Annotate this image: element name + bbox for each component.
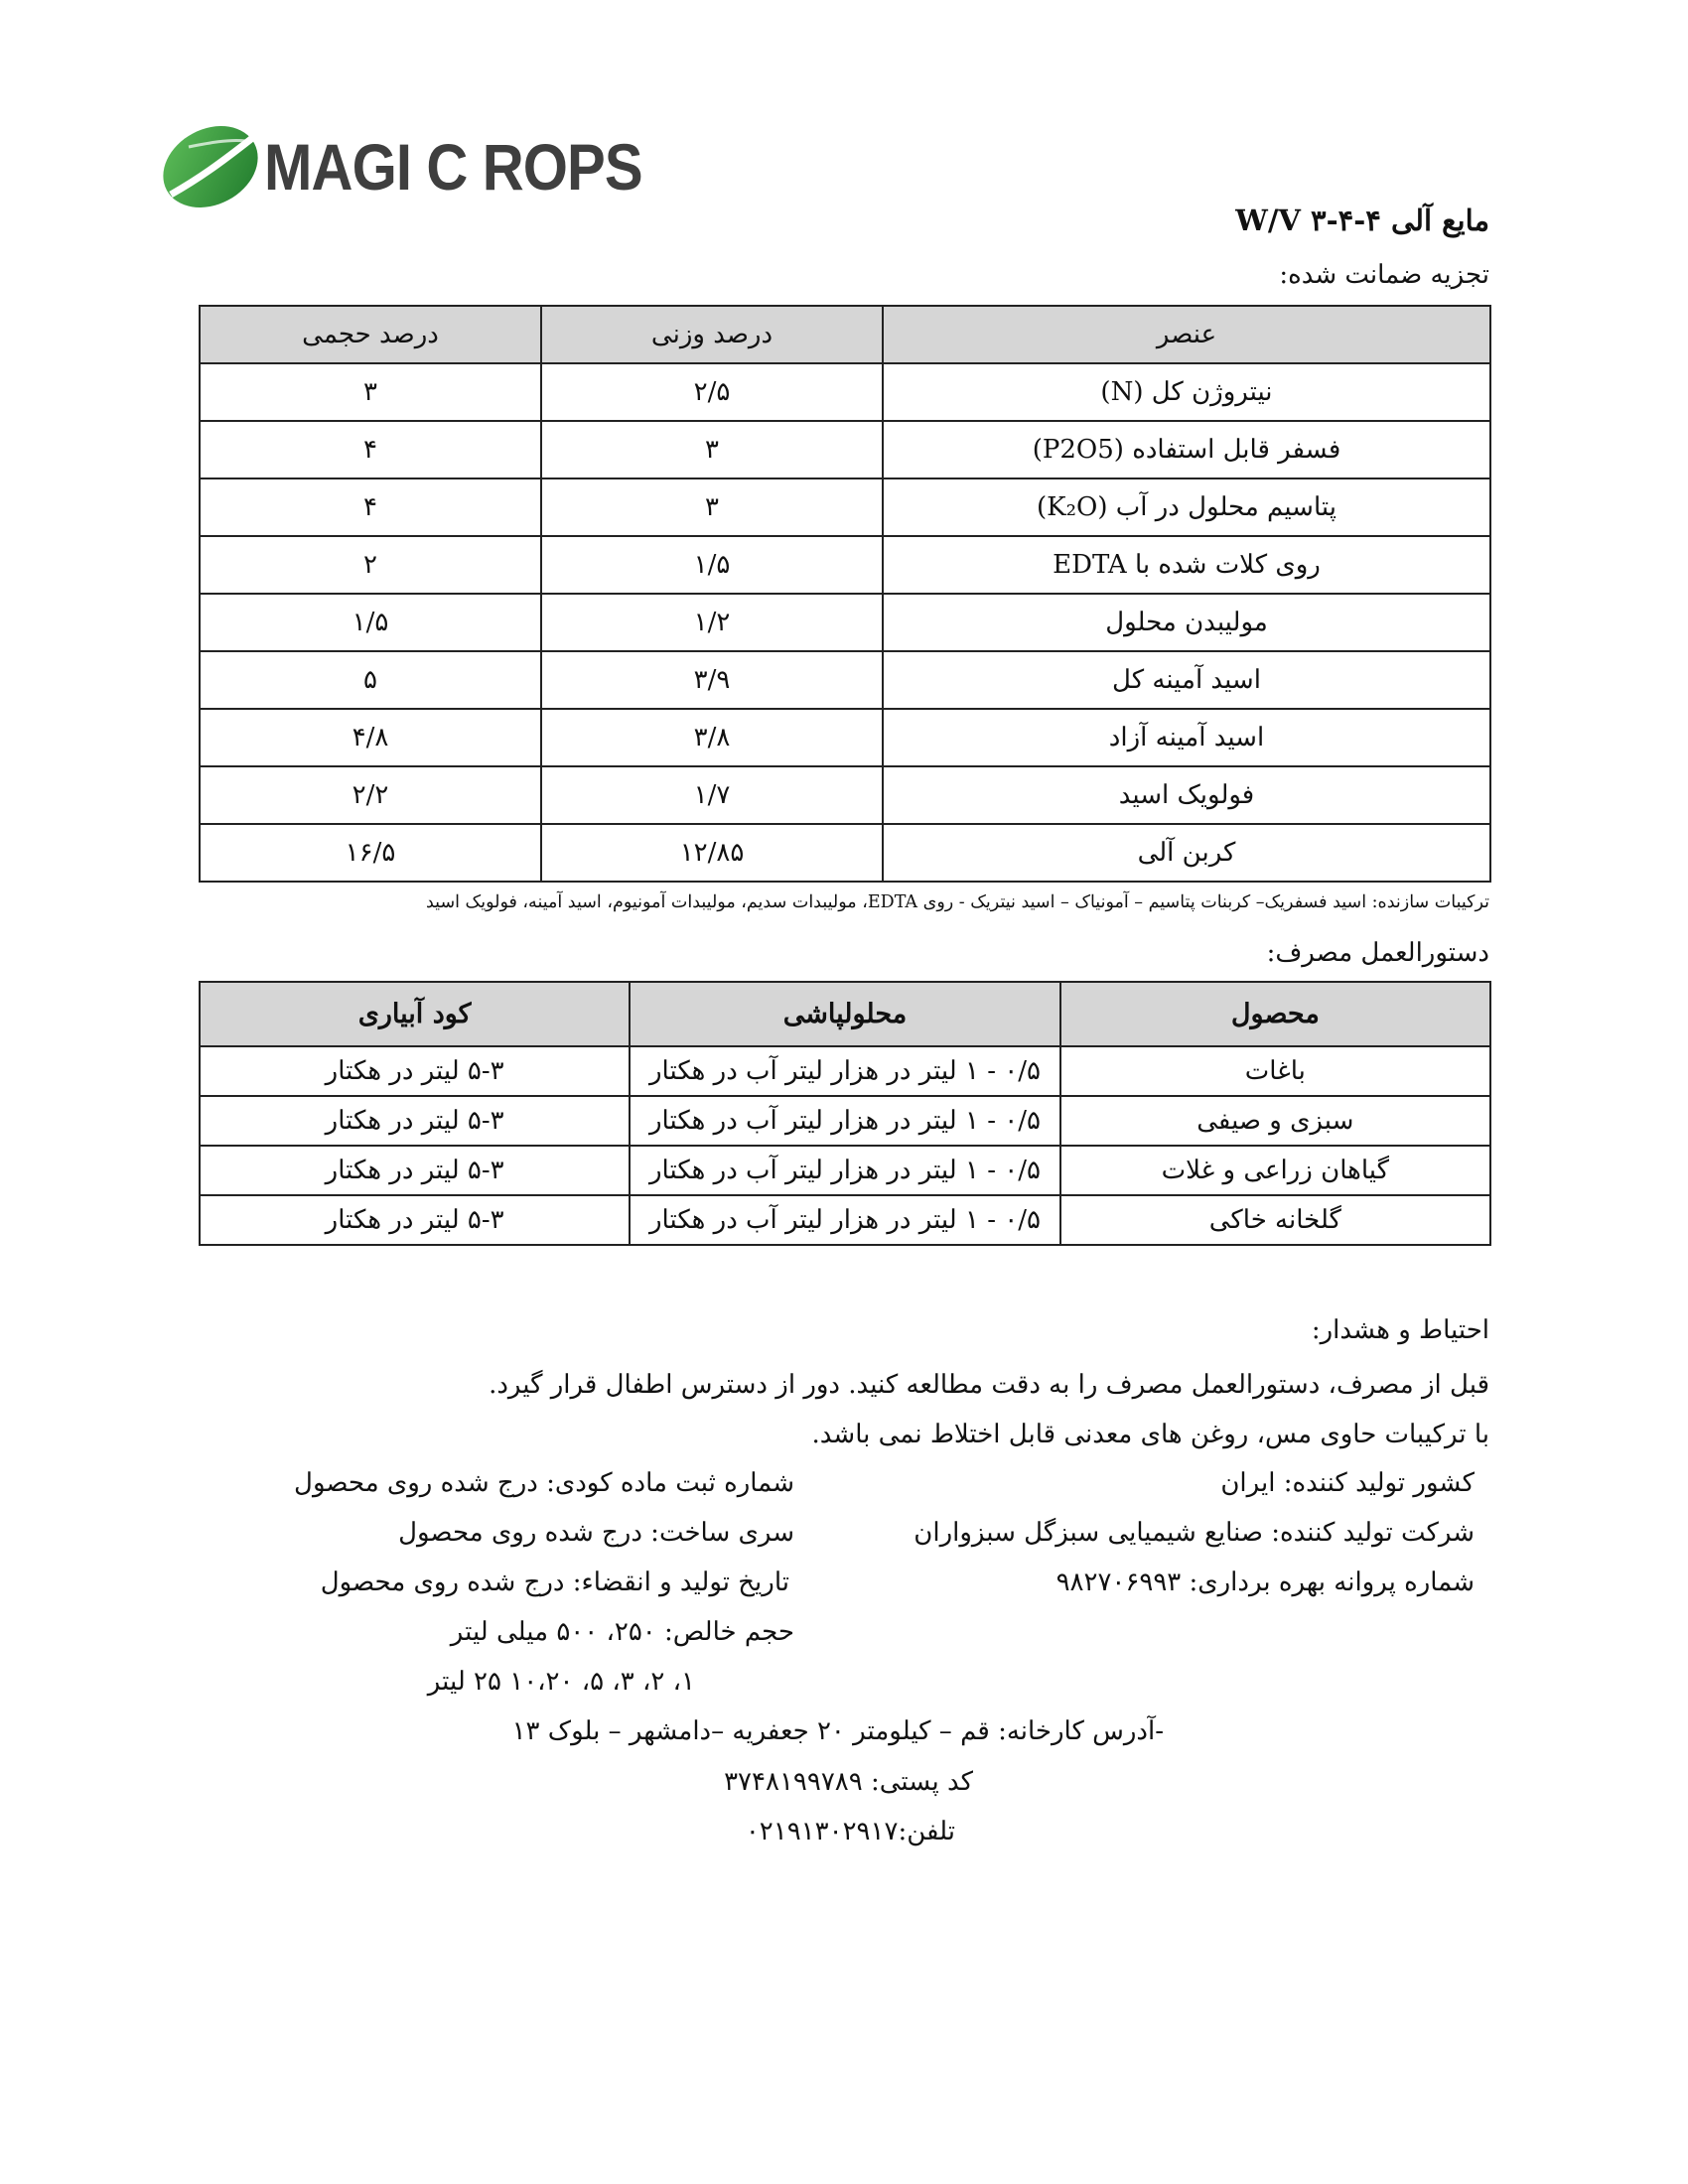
cell-spray: ۰/۵ - ۱ لیتر در هزار لیتر آب در هکتار — [630, 1195, 1059, 1245]
cell-volume: ۲/۲ — [200, 766, 541, 824]
warning-line-1: قبل از مصرف، دستورالعمل مصرف را به دقت مطالعه کنید. دور از دسترس اطفال قرار گیرد. — [489, 1370, 1489, 1400]
table-row — [200, 478, 1490, 536]
phone-number: تلفن:۰۲۱۹۱۳۰۲۹۱۷ — [745, 1817, 955, 1846]
cell-spray: ۰/۵ - ۱ لیتر در هزار لیتر آب در هکتار — [630, 1046, 1059, 1096]
table-row — [200, 421, 1490, 478]
cell-element: فولویک اسید — [883, 766, 1490, 824]
table-row — [200, 363, 1490, 421]
cell-weight: ۳/۸ — [541, 709, 883, 766]
cell-element: نیتروژن کل (N) — [883, 363, 1490, 421]
table-row — [200, 651, 1490, 709]
leaf-icon — [159, 117, 268, 216]
table-row — [200, 709, 1490, 766]
table-row — [200, 824, 1490, 882]
analysis-heading: تجزیه ضمانت شده: — [1279, 260, 1489, 290]
cell-spray: ۰/۵ - ۱ لیتر در هزار لیتر آب در هکتار — [630, 1096, 1059, 1146]
cell-volume: ۵ — [200, 651, 541, 709]
cell-weight: ۱/۵ — [541, 536, 883, 594]
logo-text: MAGI C ROPS — [264, 130, 642, 204]
header-irrigation: کود آبیاری — [200, 982, 630, 1046]
product-title — [1235, 204, 1489, 237]
header-volume: درصد حجمی — [200, 306, 541, 363]
warnings-heading: احتیاط و هشدار: — [1311, 1315, 1489, 1345]
cell-weight: ۱/۷ — [541, 766, 883, 824]
analysis-table — [199, 305, 1491, 883]
cell-element: فسفر قابل استفاده (P2O5) — [883, 421, 1490, 478]
postal-code: کد پستی: ۳۷۴۸۱۹۹۷۸۹ — [724, 1767, 973, 1797]
cell-irrigation: ۵-۳ لیتر در هکتار — [200, 1046, 630, 1096]
net-volume-liters: ۱، ۲، ۳، ۵، ۱۰،۲۰ ۲۵ لیتر — [427, 1667, 695, 1697]
cell-element: اسید آمینه آزاد — [883, 709, 1490, 766]
cell-element: مولیبدن محلول — [883, 594, 1490, 651]
cell-crop: باغات — [1060, 1046, 1490, 1096]
cell-irrigation: ۵-۳ لیتر در هکتار — [200, 1096, 630, 1146]
ingredients-text: ترکیبات سازنده: اسید فسفریک– کربنات پتاسیم – آمونیاک – اسید نیتریک - روی EDTA، مولیبدات سدیم، مولیبدات آمونیوم، اسید آمینه، فولویک اسید — [425, 892, 1489, 912]
batch-number: سری ساخت: درج شده روی محصول — [398, 1518, 794, 1548]
cell-crop: سبزی و صیفی — [1060, 1096, 1490, 1146]
header-weight: درصد وزنی — [541, 306, 883, 363]
table-header-row — [200, 306, 1490, 363]
license-number: شماره پروانه بهره برداری: ۹۸۲۷۰۶۹۹۳ — [1055, 1568, 1475, 1597]
cell-volume: ۴ — [200, 478, 541, 536]
table-row — [200, 594, 1490, 651]
title-unit: W/V — [1235, 204, 1301, 237]
cell-weight: ۳ — [541, 421, 883, 478]
warning-line-2: با ترکیبات حاوی مس، روغن های معدنی قابل اختلاط نمی باشد. — [811, 1420, 1489, 1449]
registration-number: شماره ثبت ماده کودی: درج شده روی محصول — [294, 1468, 794, 1498]
cell-volume: ۱۶/۵ — [200, 824, 541, 882]
cell-element: پتاسیم محلول در آب (K₂O) — [883, 478, 1490, 536]
cell-volume: ۴/۸ — [200, 709, 541, 766]
table-row — [200, 1146, 1490, 1195]
title-main: مایع آلی ۴-۴-۳ — [1311, 204, 1489, 237]
table-row — [200, 1195, 1490, 1245]
cell-spray: ۰/۵ - ۱ لیتر در هزار لیتر آب در هکتار — [630, 1146, 1059, 1195]
production-expiry-dates: تاریخ تولید و انقضاء: درج شده روی محصول — [320, 1568, 789, 1597]
cell-volume: ۱/۵ — [200, 594, 541, 651]
cell-volume: ۳ — [200, 363, 541, 421]
header-element: عنصر — [883, 306, 1490, 363]
cell-element: اسید آمینه کل — [883, 651, 1490, 709]
usage-table — [199, 981, 1491, 1246]
origin-country: کشور تولید کننده: ایران — [1220, 1468, 1475, 1498]
cell-volume: ۲ — [200, 536, 541, 594]
cell-weight: ۱/۲ — [541, 594, 883, 651]
cell-irrigation: ۵-۳ لیتر در هکتار — [200, 1146, 630, 1195]
cell-element: روی کلات شده با EDTA — [883, 536, 1490, 594]
cell-crop: گلخانه خاکی — [1060, 1195, 1490, 1245]
cell-weight: ۲/۵ — [541, 363, 883, 421]
table-row — [200, 1096, 1490, 1146]
factory-address: -آدرس کارخانه: قم – کیلومتر ۲۰ جعفریه –دامشهر – بلوک ۱۳ — [511, 1716, 1164, 1746]
net-volume: حجم خالص: ۲۵۰، ۵۰۰ میلی لیتر — [450, 1617, 794, 1647]
cell-element: کربن آلی — [883, 824, 1490, 882]
table-header-row — [200, 982, 1490, 1046]
usage-heading: دستورالعمل مصرف: — [1266, 938, 1489, 968]
cell-weight: ۳/۹ — [541, 651, 883, 709]
header-crop: محصول — [1060, 982, 1490, 1046]
cell-irrigation: ۵-۳ لیتر در هکتار — [200, 1195, 630, 1245]
cell-weight: ۳ — [541, 478, 883, 536]
cell-weight: ۱۲/۸۵ — [541, 824, 883, 882]
cell-volume: ۴ — [200, 421, 541, 478]
cell-crop: گیاهان زراعی و غلات — [1060, 1146, 1490, 1195]
table-row — [200, 1046, 1490, 1096]
header-spray: محلولپاشی — [630, 982, 1059, 1046]
brand-logo — [159, 117, 642, 216]
table-row — [200, 766, 1490, 824]
table-row — [200, 536, 1490, 594]
manufacturer: شرکت تولید کننده: صنایع شیمیایی سبزگل سبزواران — [914, 1518, 1475, 1548]
